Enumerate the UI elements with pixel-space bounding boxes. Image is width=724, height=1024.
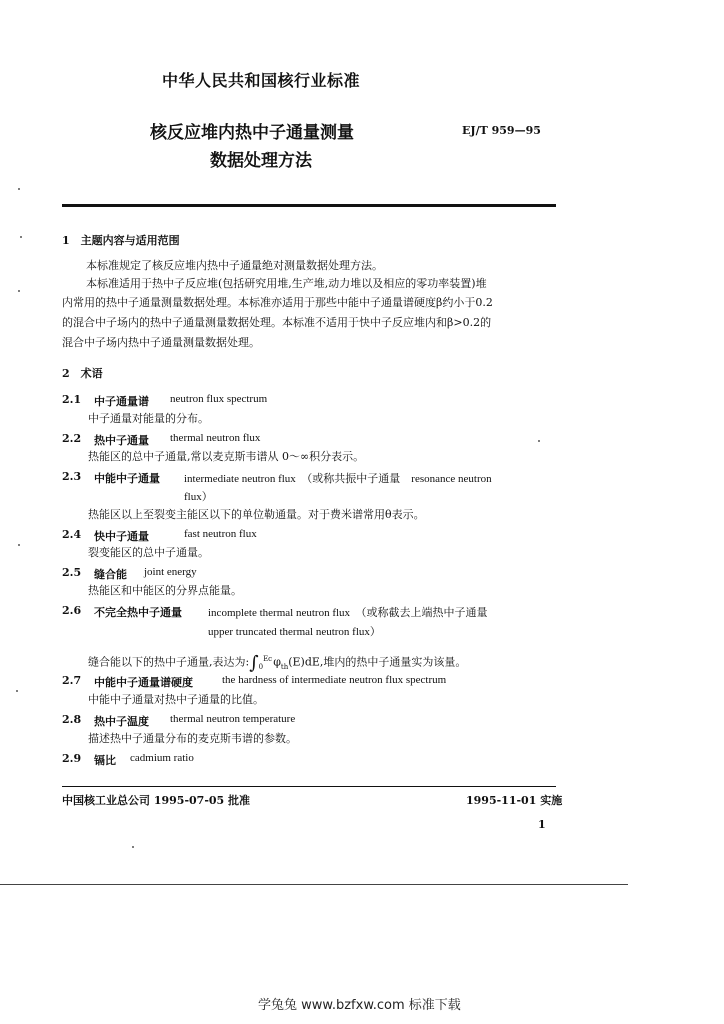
scan-speck: [18, 290, 20, 292]
header-rule: [62, 204, 556, 207]
term-number: 2.3: [62, 470, 82, 483]
term-chinese: 缝合能: [94, 568, 127, 581]
term-english: joint energy: [144, 566, 197, 578]
section-1-para-2-line: 内常用的热中子通量测量数据处理。本标准亦适用于那些中能中子通量谱硬度β约小于0.2: [62, 296, 493, 309]
term-number: 2.7: [62, 674, 82, 687]
term-definition: 热能区和中能区的分界点能量。: [88, 584, 242, 597]
term-english: thermal neutron temperature: [170, 713, 296, 725]
term-number: 2.6: [62, 604, 82, 617]
scan-speck: [16, 690, 18, 692]
watermark-text: 学兔兔 www.bzfxw.com 标准下载: [258, 998, 461, 1013]
term-number: 2.2: [62, 432, 82, 445]
section-2-heading: 2 术语: [62, 367, 103, 380]
term-english: incomplete thermal neutron flux （或称截去上端热中子通量: [208, 607, 488, 619]
section-1-para-2-line: 混合中子场内热中子通量测量数据处理。: [62, 336, 260, 349]
term-english-continued: upper truncated thermal neutron flux）: [208, 626, 381, 638]
term-chinese: 热中子通量: [94, 434, 149, 447]
scan-speck: [538, 440, 540, 442]
term-english: the hardness of intermediate neutron flux spectrum: [222, 674, 447, 686]
scan-speck: [18, 188, 20, 190]
term-chinese: 热中子温度: [94, 715, 149, 728]
scan-speck: [132, 846, 134, 848]
page-bottom-rule: [0, 884, 628, 885]
standard-code: EJ/T 959—95: [462, 124, 541, 137]
term-english: intermediate neutron flux （或称共振中子通量 resonance neutron: [184, 473, 492, 485]
term-definition: 描述热中子通量分布的麦克斯韦谱的参数。: [88, 732, 297, 745]
term-definition: 热能区的总中子通量,常以麦克斯韦谱从 0～∞积分表示。: [88, 450, 365, 463]
term-number: 2.8: [62, 713, 82, 726]
term-number: 2.9: [62, 752, 82, 765]
term-chinese: 不完全热中子通量: [94, 606, 182, 619]
scan-speck: [20, 236, 22, 238]
integral-sign: ∫: [249, 652, 259, 674]
page-number: 1: [538, 818, 546, 831]
term-definition: 裂变能区的总中子通量。: [88, 546, 209, 559]
term-definition-formula: 缝合能以下的热中子通量,表达为$:\int_0^{Ec}$ $\varphi_{th}(E)dE$,堆内的热中子通量实为该量。: [88, 652, 467, 674]
footer-rule: [62, 786, 556, 787]
term-definition: 中子通量对能量的分布。: [88, 412, 209, 425]
title-line-2: 数据处理方法: [210, 151, 312, 171]
scan-speck: [18, 544, 20, 546]
term-english: fast neutron flux: [184, 528, 257, 540]
term-number: 2.4: [62, 528, 82, 541]
approval-date: 中国核工业总公司 1995-07-05 批准: [62, 794, 251, 807]
term-definition: 热能区以上至裂变主能区以下的单位勒通量。对于费米谱常用θ表示。: [88, 508, 425, 521]
section-1-heading: 1 主题内容与适用范围: [62, 234, 180, 247]
implementation-date: 1995-11-01 实施: [466, 794, 563, 807]
title-line-1: 核反应堆内热中子通量测量: [150, 123, 354, 143]
term-definition: 中能中子通量对热中子通量的比值。: [88, 693, 264, 706]
term-number: 2.5: [62, 566, 82, 579]
term-english: cadmium ratio: [130, 752, 194, 764]
term-english: thermal neutron flux: [170, 432, 261, 444]
section-1-para-1: 本标准规定了核反应堆内热中子通量绝对测量数据处理方法。: [86, 259, 383, 272]
term-chinese: 中能中子通量: [94, 472, 160, 485]
section-1-para-2-line: 本标准适用于热中子反应堆(包括研究用堆,生产堆,动力堆以及相应的零功率装置)堆: [86, 277, 487, 290]
term-english: neutron flux spectrum: [170, 393, 268, 405]
term-english-continued: flux）: [184, 491, 213, 503]
term-chinese: 中子通量谱: [94, 395, 149, 408]
term-chinese: 中能中子通量谱硬度: [94, 676, 193, 689]
term-number: 2.1: [62, 393, 82, 406]
section-1-para-2-line: 的混合中子场内的热中子通量测量数据处理。本标准不适用于快中子反应堆内和β>0.2的: [62, 316, 492, 329]
term-chinese: 快中子通量: [94, 530, 149, 543]
term-chinese: 镉比: [94, 754, 116, 767]
issuing-organization: 中华人民共和国核行业标准: [162, 71, 361, 90]
